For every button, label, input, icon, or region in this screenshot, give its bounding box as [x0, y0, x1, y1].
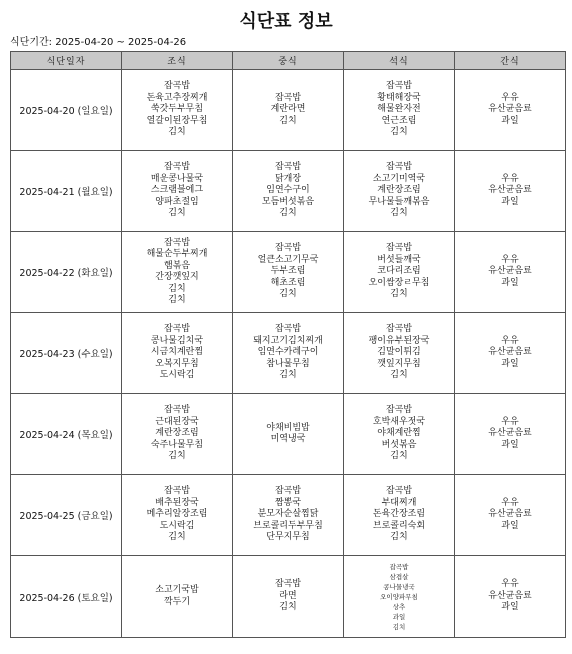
menu-item: 과일	[501, 520, 519, 531]
menu-item: 계란장조림	[155, 428, 199, 439]
menu-item: 김치	[168, 283, 186, 294]
lunch-items	[233, 423, 343, 446]
menu-item: 해초조림	[270, 277, 306, 288]
menu-item: 김치	[390, 451, 408, 462]
menu-item: 유산균음료	[488, 590, 532, 601]
menu-item: 과일	[501, 196, 519, 207]
lunch-items	[233, 93, 343, 128]
dinner-items	[344, 486, 454, 544]
menu-item: 잡곡밥	[385, 324, 413, 335]
table-row	[11, 70, 566, 151]
menu-item: 과일	[501, 277, 519, 288]
menu-item: 브로콜리숙회	[372, 520, 426, 531]
menu-item: 잡곡밥	[274, 486, 302, 497]
menu-item: 잡곡밥	[163, 237, 191, 248]
menu-item: 우유	[501, 416, 519, 427]
menu-item: 잡곡밥	[274, 243, 302, 254]
menu-item: 닭개장	[274, 173, 302, 184]
lunch-cell	[233, 151, 344, 232]
menu-item: 상추	[392, 602, 406, 611]
breakfast-cell	[122, 556, 233, 638]
menu-item: 참나물무침	[266, 358, 310, 369]
menu-item: 콩나물냉국	[383, 582, 415, 591]
breakfast-items	[122, 238, 232, 307]
menu-item: 브로콜리두부무침	[253, 520, 323, 531]
menu-item: 분모자순살찜닭	[257, 509, 319, 520]
menu-item: 소고기미역국	[372, 173, 426, 184]
breakfast-items	[122, 405, 232, 463]
table-row	[11, 232, 566, 313]
dinner-cell	[344, 556, 455, 638]
breakfast-items	[122, 162, 232, 220]
table-header-row	[11, 52, 566, 70]
meal-table	[10, 51, 566, 638]
menu-item: 김치	[168, 451, 186, 462]
snack-items	[455, 93, 565, 128]
lunch-items	[233, 579, 343, 614]
menu-item: 계란장조림	[377, 185, 421, 196]
dinner-items	[344, 243, 454, 301]
lunch-cell	[233, 475, 344, 556]
menu-item: 해물순두부찌개	[146, 249, 208, 259]
menu-item: 햄볶음	[163, 260, 191, 271]
snack-cell	[455, 232, 566, 313]
menu-item: 팽이유부된장국	[368, 335, 430, 346]
lunch-items	[233, 324, 343, 382]
menu-item: 깍두기	[163, 596, 191, 607]
menu-item: 김치	[390, 532, 408, 543]
menu-item: 유산균음료	[488, 509, 532, 520]
menu-item: 근대된장국	[155, 416, 199, 427]
menu-item: 두부조림	[270, 266, 306, 277]
breakfast-cell	[122, 394, 233, 475]
menu-item: 유산균음료	[488, 428, 532, 439]
lunch-items	[233, 162, 343, 220]
menu-item: 잡곡밥	[389, 562, 409, 571]
table-row	[11, 313, 566, 394]
menu-item: 얼큰소고기무국	[257, 254, 319, 265]
menu-item: 우유	[501, 92, 519, 103]
meal-date: 2025-04-22 (화요일)	[11, 232, 122, 313]
dinner-items	[344, 405, 454, 463]
meal-date: 2025-04-25 (금요일)	[11, 475, 122, 556]
menu-item: 잡곡밥	[385, 81, 413, 92]
menu-item: 쑥갓두부무침	[150, 104, 204, 115]
menu-item: 열갈이된장무침	[146, 115, 208, 126]
menu-item: 돈육간장조림	[372, 509, 426, 520]
dinner-cell	[344, 475, 455, 556]
menu-item: 잡곡밥	[385, 405, 413, 416]
menu-item: 김치	[279, 370, 297, 381]
table-row	[11, 151, 566, 232]
snack-cell	[455, 151, 566, 232]
menu-item: 잡곡밥	[274, 162, 302, 173]
menu-item: 황태해장국	[377, 92, 421, 103]
menu-item: 호박새우젓국	[372, 416, 426, 427]
menu-item: 삼겹살	[389, 572, 409, 581]
meal-date: 2025-04-21 (월요일)	[11, 151, 122, 232]
breakfast-cell	[122, 70, 233, 151]
lunch-cell	[233, 313, 344, 394]
menu-item: 우유	[501, 497, 519, 508]
menu-item: 김치	[390, 208, 408, 219]
menu-item: 해물완자전	[377, 104, 421, 115]
menu-item: 김말이튀김	[377, 347, 421, 358]
menu-item: 잡곡밥	[385, 486, 413, 497]
menu-item: 잡곡밥	[163, 324, 191, 335]
snack-items	[455, 255, 565, 290]
dinner-items	[344, 81, 454, 139]
dinner-cell	[344, 394, 455, 475]
menu-item: 잡곡밥	[163, 405, 191, 416]
menu-item: 시금치계란찜	[150, 347, 204, 358]
table-row	[11, 475, 566, 556]
dinner-cell	[344, 313, 455, 394]
menu-item: 김치	[390, 127, 408, 138]
menu-item: 오이쌈장ㄹ무침	[368, 277, 430, 288]
snack-cell	[455, 394, 566, 475]
menu-item: 김치	[392, 622, 406, 631]
menu-item: 돼지고기김치찌개	[253, 335, 323, 346]
lunch-cell	[233, 70, 344, 151]
menu-item: 양파초절임	[155, 196, 199, 207]
menu-item: 잡곡밥	[163, 486, 191, 497]
meal-date: 2025-04-24 (목요일)	[11, 394, 122, 475]
table-row	[11, 394, 566, 475]
menu-item: 매운콩나물국	[150, 173, 204, 184]
lunch-cell	[233, 232, 344, 313]
menu-item: 잡곡밥	[274, 579, 302, 590]
page-title: 식단표 정보	[239, 11, 333, 32]
menu-item: 유산균음료	[488, 104, 532, 115]
dinner-items	[344, 562, 454, 632]
menu-item: 버섯볶음	[381, 439, 417, 450]
menu-item: 야채계란찜	[377, 428, 421, 439]
menu-item: 임연수카레구이	[257, 347, 319, 358]
menu-item: 오복지무침	[155, 358, 199, 369]
lunch-cell	[233, 394, 344, 475]
menu-item: 과일	[392, 612, 406, 621]
menu-item: 김치	[279, 115, 297, 126]
menu-item: 메추리알장조림	[146, 509, 208, 520]
snack-items	[455, 498, 565, 533]
header-snack: 간식	[455, 52, 566, 70]
menu-item: 김치	[168, 532, 186, 543]
menu-item: 과일	[501, 358, 519, 369]
snack-items	[455, 336, 565, 371]
menu-item: 연근조림	[381, 115, 417, 126]
breakfast-cell	[122, 232, 233, 313]
menu-item: 깻잎지무침	[377, 358, 421, 369]
breakfast-cell	[122, 475, 233, 556]
dinner-cell	[344, 151, 455, 232]
menu-item: 김치	[168, 127, 186, 138]
menu-item: 콩나물김치국	[150, 335, 204, 346]
menu-item: 김치	[279, 602, 297, 613]
breakfast-items	[122, 585, 232, 608]
menu-item: 간장깻잎지	[155, 272, 199, 282]
meal-date: 2025-04-23 (수요일)	[11, 313, 122, 394]
menu-item: 김치	[168, 295, 186, 305]
breakfast-items	[122, 81, 232, 139]
snack-items	[455, 579, 565, 614]
menu-item: 미역냉국	[270, 434, 306, 444]
breakfast-items	[122, 324, 232, 382]
snack-cell	[455, 475, 566, 556]
menu-item: 김치	[390, 289, 408, 300]
snack-items	[455, 174, 565, 209]
menu-item: 계란라면	[270, 104, 306, 115]
menu-item: 과일	[501, 602, 519, 613]
lunch-cell	[233, 556, 344, 638]
dinner-items	[344, 162, 454, 220]
header-lunch: 중식	[233, 52, 344, 70]
menu-item: 유산균음료	[488, 185, 532, 196]
menu-item: 우유	[501, 335, 519, 346]
snack-items	[455, 417, 565, 452]
menu-item: 유산균음료	[488, 266, 532, 277]
snack-cell	[455, 70, 566, 151]
dinner-cell	[344, 232, 455, 313]
menu-item: 잡곡밥	[385, 162, 413, 173]
snack-cell	[455, 313, 566, 394]
header-breakfast: 조식	[122, 52, 233, 70]
menu-item: 임연수구이	[266, 185, 310, 196]
menu-item: 김치	[279, 208, 297, 219]
menu-item: 과일	[501, 439, 519, 450]
menu-item: 우유	[501, 254, 519, 265]
menu-item: 오이양파무침	[380, 592, 418, 601]
menu-item: 소고기국밥	[155, 585, 199, 595]
breakfast-cell	[122, 151, 233, 232]
dinner-cell	[344, 70, 455, 151]
meal-date: 2025-04-26 (토요일)	[11, 556, 122, 638]
menu-item: 숙주나물무침	[150, 439, 204, 450]
menu-item: 우유	[501, 173, 519, 184]
snack-cell	[455, 556, 566, 638]
menu-item: 도시락김	[159, 520, 195, 531]
menu-item: 김치	[168, 208, 186, 219]
meal-date: 2025-04-20 (일요일)	[11, 70, 122, 151]
table-row	[11, 556, 566, 638]
lunch-items	[233, 486, 343, 544]
menu-item: 도시락김	[159, 370, 195, 381]
menu-item: 버섯들깨국	[377, 254, 421, 265]
menu-item: 배추된장국	[155, 497, 199, 508]
menu-item: 유산균음료	[488, 347, 532, 358]
menu-item: 짬뽕국	[274, 497, 302, 508]
menu-item: 야채비빔밥	[266, 422, 310, 433]
menu-item: 라면	[279, 590, 297, 601]
header-dinner: 석식	[344, 52, 455, 70]
header-date: 식단일자	[11, 52, 122, 70]
meal-period: 식단기간: 2025-04-20 ~ 2025-04-26	[10, 37, 187, 48]
menu-item: 코다리조림	[377, 266, 421, 277]
menu-item: 스크램블에그	[150, 185, 204, 196]
menu-item: 부대찌개	[381, 497, 417, 508]
menu-item: 잡곡밥	[385, 243, 413, 254]
menu-item: 우유	[501, 579, 519, 590]
dinner-items	[344, 324, 454, 382]
menu-item: 단무지무침	[266, 532, 310, 543]
menu-item: 잡곡밥	[274, 92, 302, 103]
lunch-items	[233, 243, 343, 301]
menu-item: 모듬버섯볶음	[261, 196, 315, 207]
menu-item: 잡곡밥	[163, 81, 191, 92]
menu-item: 과일	[501, 115, 519, 126]
menu-item: 김치	[279, 289, 297, 300]
breakfast-cell	[122, 313, 233, 394]
menu-item: 잡곡밥	[163, 162, 191, 173]
menu-item: 돈육고추장찌개	[146, 92, 208, 103]
menu-item: 김치	[390, 370, 408, 381]
breakfast-items	[122, 486, 232, 544]
menu-item: 무나물들깨볶음	[368, 196, 430, 207]
menu-item: 잡곡밥	[274, 324, 302, 335]
